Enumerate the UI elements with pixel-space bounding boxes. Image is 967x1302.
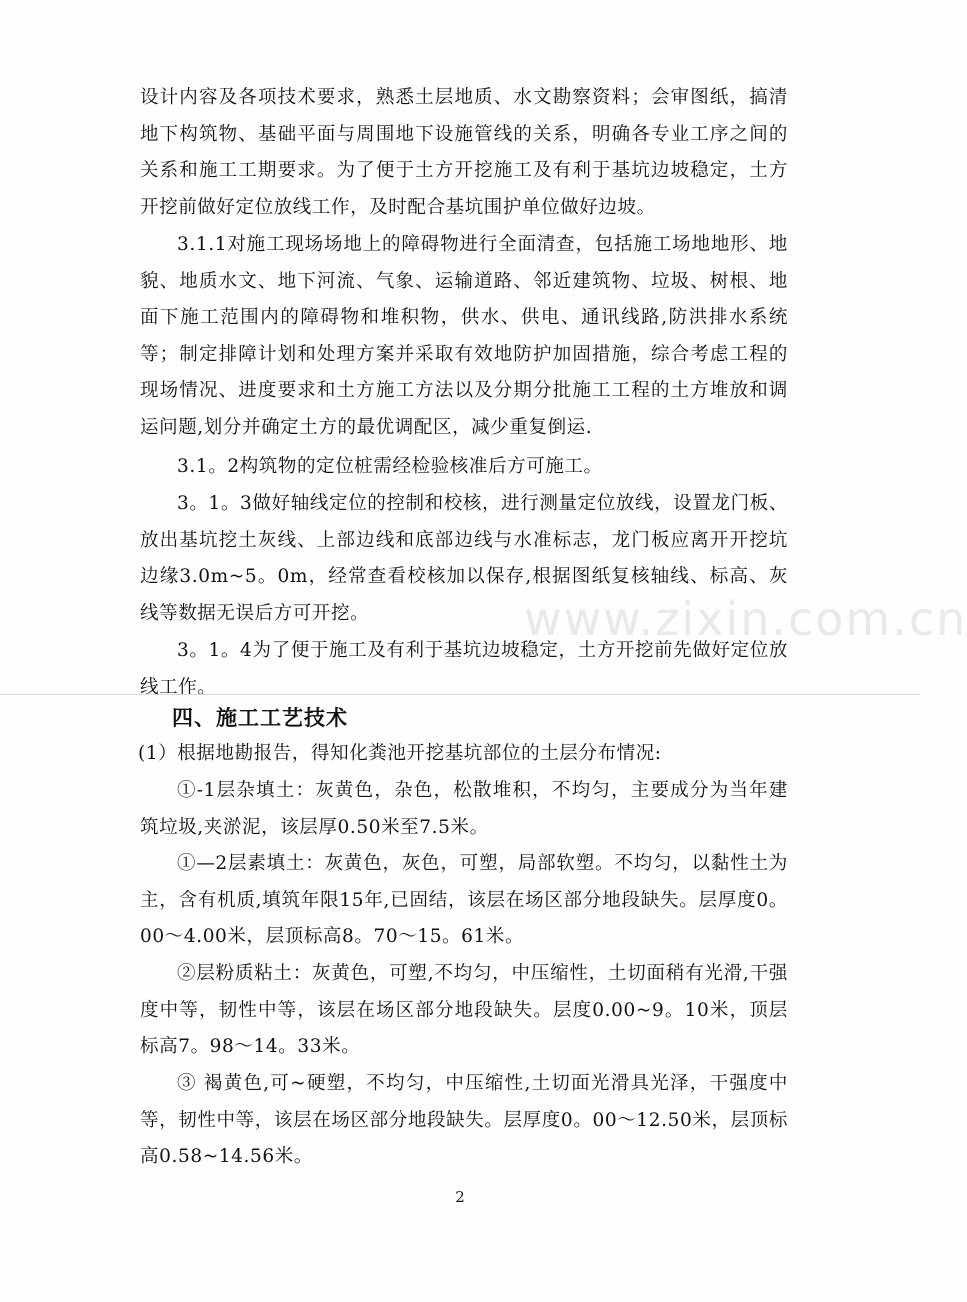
paragraph-3-1-2: 3.1。2构筑物的定位桩需经检验核准后方可施工。 — [177, 456, 603, 477]
watermark: www.zixin.com.cn — [524, 592, 967, 646]
paragraph-3-1-3: 3。1。3做好轴线定位的控制和校核，进行测量定位放线，设置龙门板、放出基坑挖土灰线、上部边线和底部边线与水准标志，龙门板应离开开挖坑边缘3.0m~5。0m，经常查看校核加以保存,根据图纸复核轴线、标高、灰线等数据无误后方可开挖。 — [140, 493, 788, 624]
paragraph-3-1-4: 3。1。4为了便于施工及有利于基坑边坡稳定，土方开挖前先做好定位放线工作。 — [140, 640, 788, 698]
section-heading: 四、施工工艺技术 — [172, 706, 348, 730]
paragraph-soil-intro: (1）根据地勘报告，得知化粪池开挖基坑部位的土层分布情况: — [138, 743, 662, 764]
paragraph-layer-3: ③ 褐黄色,可~硬塑，不均匀，中压缩性,土切面光滑具光泽，干强度中等，韧性中等，该层在场区部分地段缺失。层厚度0。00～12.50米，层顶标高0.58~14.56米。 — [140, 1073, 788, 1167]
paragraph-3-1-1: 3.1.1对施工现场场地上的障碍物进行全面清查，包括施工场地地形、地貌、地质水文、地下河流、气象、运输道路、邻近建筑物、垃圾、树根、地面下施工范围内的障碍物和堆积物，供水、供电、通讯线路,防洪排水系统等；制定排障计划和处理方案并采取有效地防护加固措施，综合考虑工程的现场情况、进度要求和土方施工方法以及分期分批施工工程的土方堆放和调运问题,划分并确定土方的最优调配区，减少重复倒运. — [140, 234, 788, 438]
paragraph-layer-1-2: ①—2层素填土：灰黄色，灰色，可塑，局部软塑。不均匀，以黏性土为主，含有机质,填筑年限15年,已固结，该层在场区部分地段缺失。层厚度0。00～4.00米，层顶标高8。70～15。61米。 — [140, 853, 788, 947]
paragraph-intro: 设计内容及各项技术要求，熟悉土层地质、水文勘察资料；会审图纸，搞清地下构筑物、基础平面与周围地下设施管线的关系，明确各专业工序之间的关系和施工工期要求。为了便于土方开挖施工及有利于基坑边坡稳定，土方开挖前做好定位放线工作，及时配合基坑围护单位做好边坡。 — [140, 87, 788, 218]
paragraph-layer-2: ②层粉质粘土：灰黄色，可塑,不均匀，中压缩性，土切面稍有光滑,干强度中等，韧性中等，该层在场区部分地段缺失。层度0.00~9。10米，顶层标高7。98～14。33米。 — [140, 963, 788, 1057]
page-number: 2 — [455, 1188, 465, 1206]
page-divider — [0, 694, 920, 695]
paragraph-layer-1-1: ①-1层杂填土：灰黄色，杂色，松散堆积，不均匀，主要成分为当年建筑垃圾,夹淤泥，该层厚0.50米至7.5米。 — [140, 780, 788, 838]
